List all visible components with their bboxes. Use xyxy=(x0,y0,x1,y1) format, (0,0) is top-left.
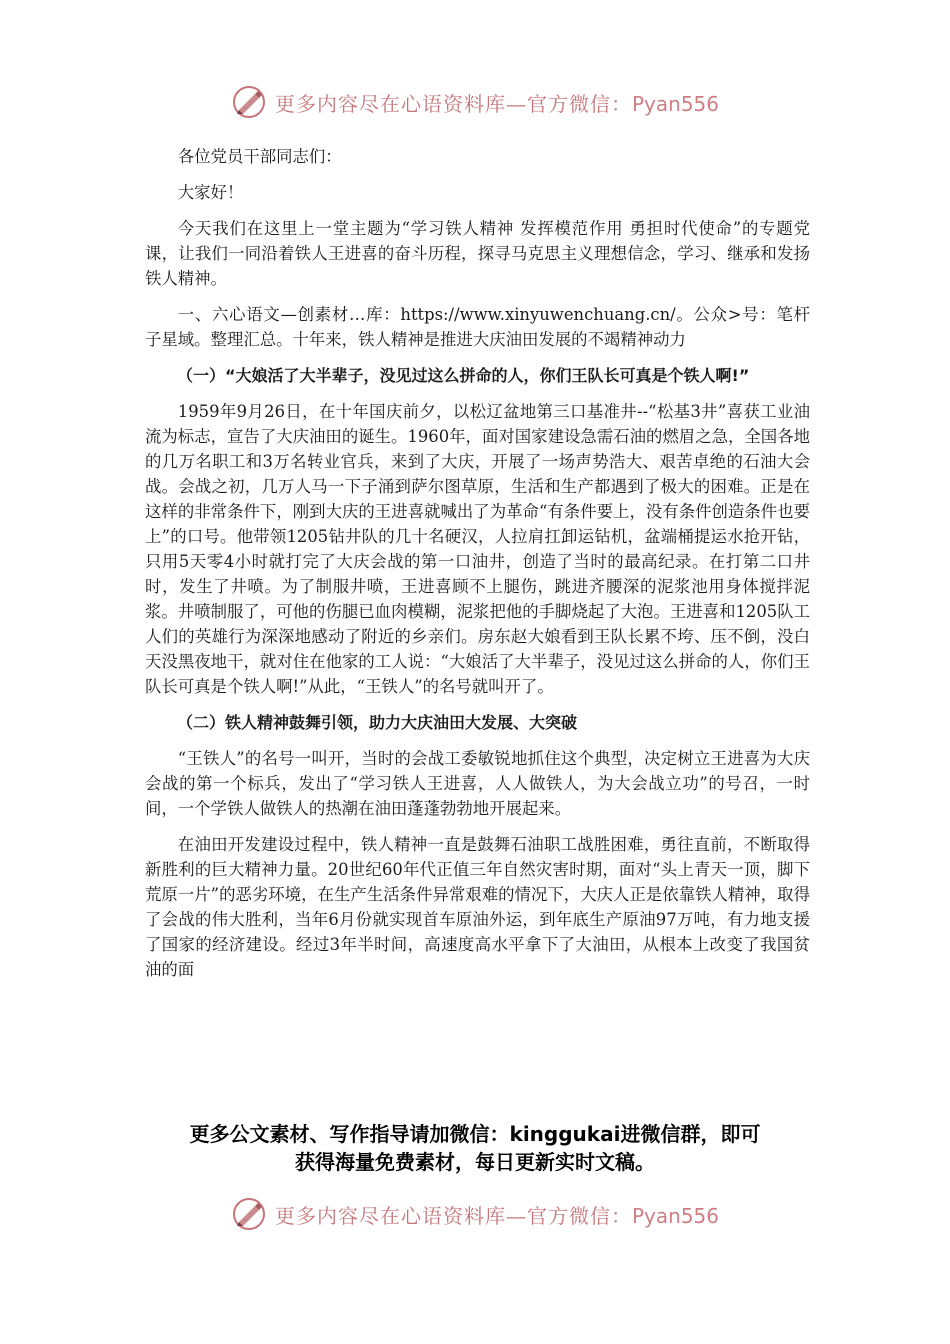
watermark-text xyxy=(275,1200,719,1229)
subsection-two-heading: （二）铁人精神鼓舞引领，助力大庆油田大发展、大突破 xyxy=(177,713,578,732)
intro-paragraph: 今天我们在这里上一堂主题为“学习铁人精神 发挥模范作用 勇担时代使命”的专题党课，让我们一同沿着铁人王进喜的奋斗历程，探寻马克思主义理想信念，学习、继承和发扬铁人精神。 xyxy=(145,219,810,288)
watermark-label: 更多内容尽在心语资料库—官方微信： xyxy=(274,1203,632,1228)
watermark-banner-top xyxy=(0,80,950,124)
subsection-one-heading: （一）“大娘活了大半辈子，没见过这么拼命的人，你们王队长可真是个铁人啊!” xyxy=(177,366,750,385)
section-one-title: 一、六心语文—创素材…库：https://www.xinyuwenchuang.cn/。公众>号：笔杆子星域。整理汇总。十年来，铁人精神是推进大庆油田发展的不竭精神动力 xyxy=(145,305,810,349)
promo-line-1: 更多公文素材、写作指导请加微信：kinggukai进微信群，即可 xyxy=(189,1122,761,1146)
watermark-label: 更多内容尽在心语资料库—官方微信： xyxy=(274,91,632,116)
body-paragraph: 1959年9月26日，在十年国庆前夕，以松辽盆地第三口基准井--“松基3井”喜获工业油流为标志，宣告了大庆油田的诞生。1960年，面对国家建设急需石油的燃眉之急，全国各地的几万名职工和3万名转业官兵，来到了大庆，开展了一场声势浩大、艰苦卓绝的石油大会战。会战之初，几万人马一下子涌到萨尔图草原，生活和生产都遇到了极大的困难。正是在这样的非常条件下，刚到大庆的王进喜就喊出了为革命“有条件要上，没有条件创造条件也要上”的口号。他带领1205钻井队的几十名硬汉，人拉肩扛卸运钻机，盆端桶提运水抢开钻，只用5天零4小时就打完了大庆会战的第一口油井，创造了当时的最高纪录。在打第二口井时，发生了井喷。为了制服井喷，王进喜顾不上腿伤，跳进齐腰深的泥浆池用身体搅拌泥浆。井喷制服了，可他的伤腿已血肉模糊，泥浆把他的手脚烧起了大泡。王进喜和1205队工人们的英雄行为深深地感动了附近的乡亲们。房东赵大娘看到王队长累不垮、压不倒，没白天没黑夜地干，就对住在他家的工人说：“大娘活了大半辈子，没见过这么拼命的人，你们王队长可真是个铁人啊!”从此，“王铁人”的名号就叫开了。 xyxy=(145,402,810,696)
pen-logo-icon xyxy=(231,1196,267,1232)
watermark-banner-bottom xyxy=(0,1192,950,1236)
body-paragraph: 在油田开发建设过程中，铁人精神一直是鼓舞石油职工战胜困难，勇往直前，不断取得新胜利的巨大精神力量。20世纪60年代正值三年自然灾害时期，面对“头上青天一顶，脚下荒原一片”的恶劣环境，在生产生活条件异常艰难的情况下，大庆人正是依靠铁人精神，取得了会战的伟大胜利，当年6月份就实现首车原油外运，到年底生产原油97万吨，有力地支援了国家的经济建设。经过3年半时间，高速度高水平拿下了大油田，从根本上改变了我国贫油的面 xyxy=(145,835,810,979)
document-body xyxy=(145,144,810,993)
watermark-text xyxy=(275,88,719,117)
greeting: 大家好！ xyxy=(177,183,244,202)
pen-logo-icon xyxy=(231,84,267,120)
watermark-wechat-id: Pyan556 xyxy=(631,1203,719,1228)
body-paragraph: “王铁人”的名号一叫开，当时的会战工委敏锐地抓住这个典型，决定树立王进喜为大庆会战的第一个标兵，发出了“学习铁人王进喜，人人做铁人，为大会战立功”的号召，一时间，一个学铁人做铁人的热潮在油田蓬蓬勃勃地开展起来。 xyxy=(145,749,810,818)
promo-banner xyxy=(120,1120,830,1176)
salutation: 各位党员干部同志们： xyxy=(177,147,342,166)
watermark-wechat-id: Pyan556 xyxy=(631,91,719,116)
promo-line-2: 获得海量免费素材，每日更新实时文稿。 xyxy=(295,1150,655,1174)
